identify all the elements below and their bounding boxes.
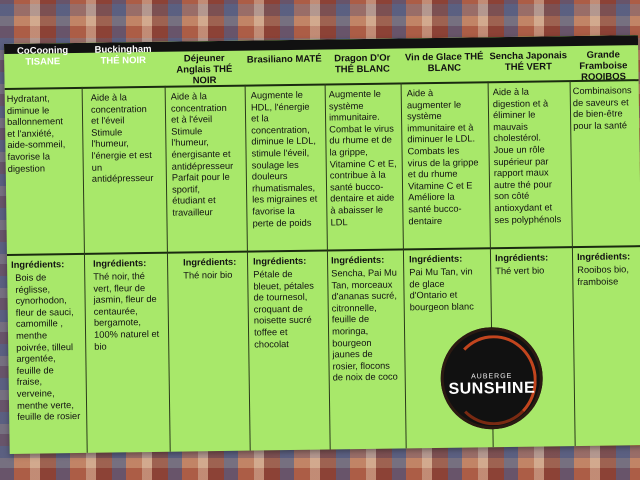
column-header: Brasiliano MATÉ — [246, 53, 322, 66]
tea-menu-card — [4, 35, 640, 454]
column-header: Vin de Glace THÉ BLANC — [404, 51, 484, 75]
ingredients-label: Ingrédients: — [494, 252, 549, 264]
column-description: Augmente le HDL, l'énergie et la concentration, diminue le LDL, stimule l'éveil, soulage les douleurs rhumatismales, les migraines et favorise la perte de poids — [250, 89, 318, 229]
ingredients-label: Ingrédients: — [11, 259, 65, 270]
ingredients-list: Rooibos bio, framboise — [577, 264, 629, 287]
column-description: Hydratant, diminue le ballonnement et l'anxiété, aide-sommeil, favorise la digestion — [6, 93, 66, 174]
column-description: Aide à augmenter le système immunitaire et à diminuer le LDL. Combats les virus de la grippe et du rhume Vitamine C et E Améliore la santé bucco- dentaire — [406, 88, 479, 226]
ingredients-label: Ingrédients: — [252, 255, 307, 267]
ingredients-list: Thé noir, thé vert, fleur de jasmin, fleur de centaurée, bergamote, 100% naturel et bio — [93, 271, 160, 352]
auberge-sunshine-logo — [440, 327, 543, 430]
ingredients-list: Pai Mu Tan, vin de glace d'Ontario et bourgeon blanc — [409, 266, 474, 313]
column-header: Dragon D'Or THÉ BLANC — [334, 52, 391, 76]
ingredients-list: Sencha, Pai Mu Tan, morceaux d'ananas sucré, citronnelle, feuille de moringa, bourgeon jaunes de rosier, flocons de noix de coco — [331, 267, 398, 383]
column-description: Combinaisons de saveurs et de bien-être pour la santé — [572, 85, 632, 131]
logo-big-text: SUNSHINE — [448, 379, 536, 398]
column-description: Aide à la concentration et à l'éveil Stimule l'humeur, énergisante et antidépresseur Parfait pour le sportif, étudiant et travailleur — [170, 91, 234, 218]
column-header: Grande Framboise ROOIBOS — [579, 49, 628, 83]
logo-small-text: AUBERGE — [471, 372, 513, 381]
ingredients-label: Ingrédients: — [330, 254, 385, 266]
column-header: CoCooning TISANE — [16, 45, 69, 68]
ingredients-label: Ingrédients: — [408, 253, 463, 265]
ingredients-list: Thé vert bio — [495, 265, 545, 277]
ingredients-list: Thé noir bio — [183, 269, 233, 281]
ingredients-list: Bois de réglisse, cynorhodon, fleur de sauci, camomille , menthe poivrée, tilleul argentée, feuille de fraise, verveine, menthe verte, feuille de rosier — [15, 272, 81, 422]
ingredients-label: Ingrédients: — [182, 256, 237, 268]
column-description: Aide à la concentration et l'éveil Stimule l'humeur, l'énergie et est un antidépresseur — [90, 92, 154, 184]
column-description: Augmente le système immunitaire. Combat le virus du rhume et de la grippe, Vitamine C et E, contribue à la santé bucco- dentaire et aide à abaisser le LDL — [328, 88, 397, 227]
column-description: Aide à la digestion et à éliminer le mauvais cholestérol. Joue un rôle supérieur par rapport maux autre thé pour son côté antioxydant et ses polyphénols — [492, 86, 562, 225]
ingredients-list: Pétale de bleuet, pétales de tournesol, croquant de noisette sucré toffee et chocolat — [253, 268, 314, 350]
column-header: Sencha Japonais THÉ VERT — [489, 50, 568, 74]
column-header: Déjeuner Anglais THÉ NOIR — [176, 52, 233, 87]
ingredients-label: Ingrédients: — [576, 251, 631, 263]
ingredients-label: Ingrédients: — [93, 258, 147, 269]
column-header: Buckingham THÉ NOIR — [94, 43, 152, 67]
